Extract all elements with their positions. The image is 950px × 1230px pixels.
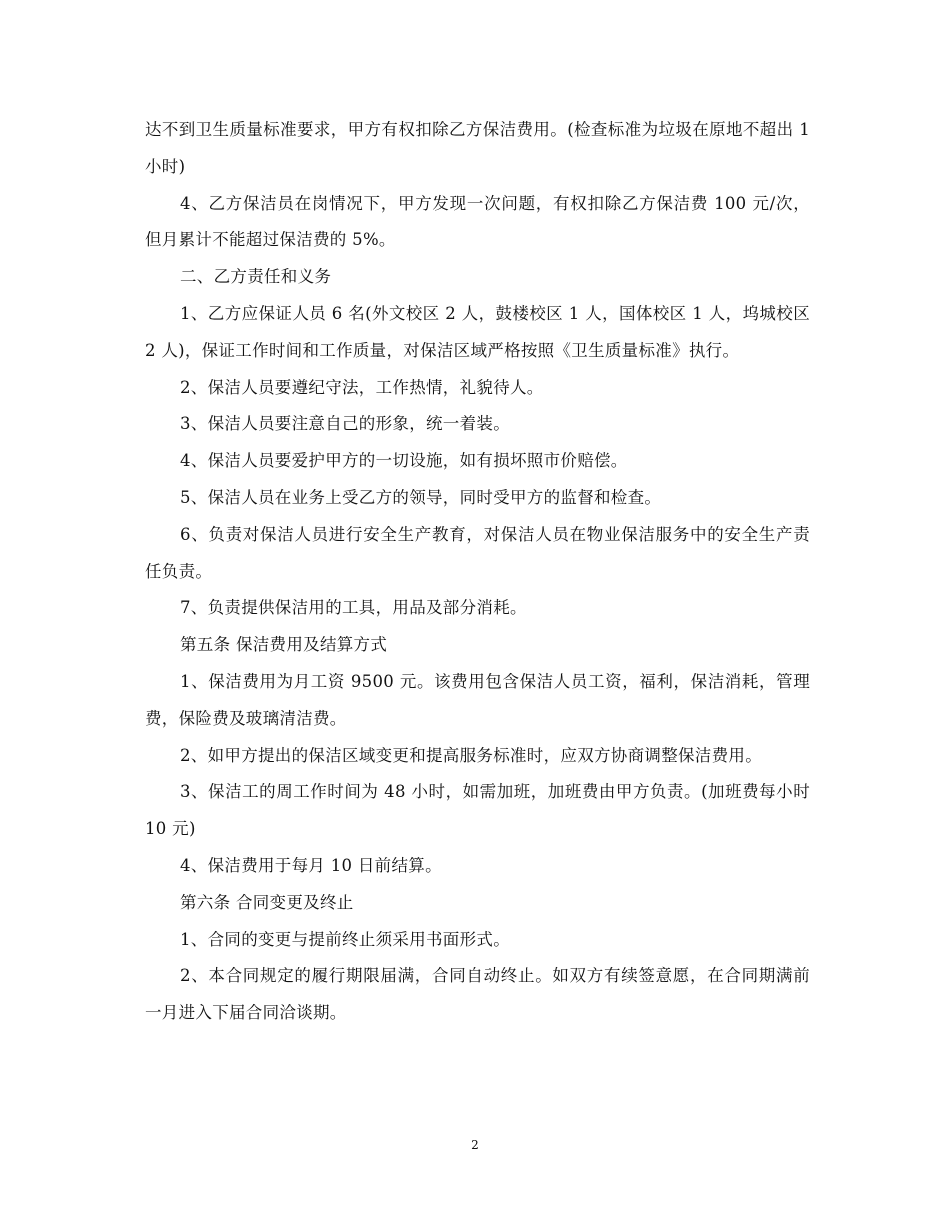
paragraph-conduct: 2、保洁人员要遵纪守法，工作热情，礼貌待人。 bbox=[180, 377, 544, 397]
paragraph-appearance: 3、保洁人员要注意自己的形象，统一着装。 bbox=[180, 414, 510, 434]
paragraph-safety: 6、负责对保洁人员进行安全生产教育，对保洁人员在物业保洁服务中的安全生产责任负责。 bbox=[145, 524, 810, 581]
page-number: 2 bbox=[471, 1138, 479, 1152]
paragraph-monthly-fee: 1、保洁费用为月工资 9500 元。该费用包含保洁人员工资，福利，保洁消耗，管理费，保险费及玻璃清洁费。 bbox=[145, 671, 810, 728]
paragraph-settlement: 4、保洁费用于每月 10 日前结算。 bbox=[180, 855, 442, 875]
document-body bbox=[145, 112, 810, 1032]
paragraph-fee-adjustment: 2、如甲方提出的保洁区域变更和提高服务标准时，应双方协商调整保洁费用。 bbox=[180, 745, 762, 765]
section-heading-party-b-duties: 二、乙方责任和义务 bbox=[180, 267, 332, 287]
paragraph-working-hours: 3、保洁工的周工作时间为 48 小时，如需加班，加班费由甲方负责。(加班费每小时 10 元) bbox=[145, 782, 810, 839]
paragraph-supervision: 5、保洁人员在业务上受乙方的领导，同时受甲方的监督和检查。 bbox=[180, 487, 662, 507]
paragraph-quality-continuation: 达不到卫生质量标准要求，甲方有权扣除乙方保洁费用。(检查标准为垃圾在原地不超出 1 小时) bbox=[145, 120, 810, 176]
paragraph-written-form: 1、合同的变更与提前终止须采用书面形式。 bbox=[180, 929, 510, 949]
article-heading-fees: 第五条 保洁费用及结算方式 bbox=[180, 635, 388, 655]
article-heading-contract-change: 第六条 合同变更及终止 bbox=[180, 892, 354, 912]
paragraph-deduction-rule: 4、乙方保洁员在岗情况下，甲方发现一次问题，有权扣除乙方保洁费 100 元/次，但月累计不能超过保洁费的 5%。 bbox=[145, 193, 810, 250]
paragraph-tools: 7、负责提供保洁用的工具，用品及部分消耗。 bbox=[180, 598, 527, 618]
paragraph-expiry-renewal: 2、本合同规定的履行期限届满，合同自动终止。如双方有续签意愿，在合同期满前一月进入下届合同洽谈期。 bbox=[145, 966, 810, 1023]
paragraph-staffing: 1、乙方应保证人员 6 名(外文校区 2 人，鼓楼校区 1 人，国体校区 1 人，坞城校区 2 人)，保证工作时间和工作质量，对保洁区域严格按照《卫生质量标准》执行。 bbox=[145, 303, 810, 360]
paragraph-facilities: 4、保洁人员要爱护甲方的一切设施，如有损坏照市价赔偿。 bbox=[180, 451, 628, 471]
